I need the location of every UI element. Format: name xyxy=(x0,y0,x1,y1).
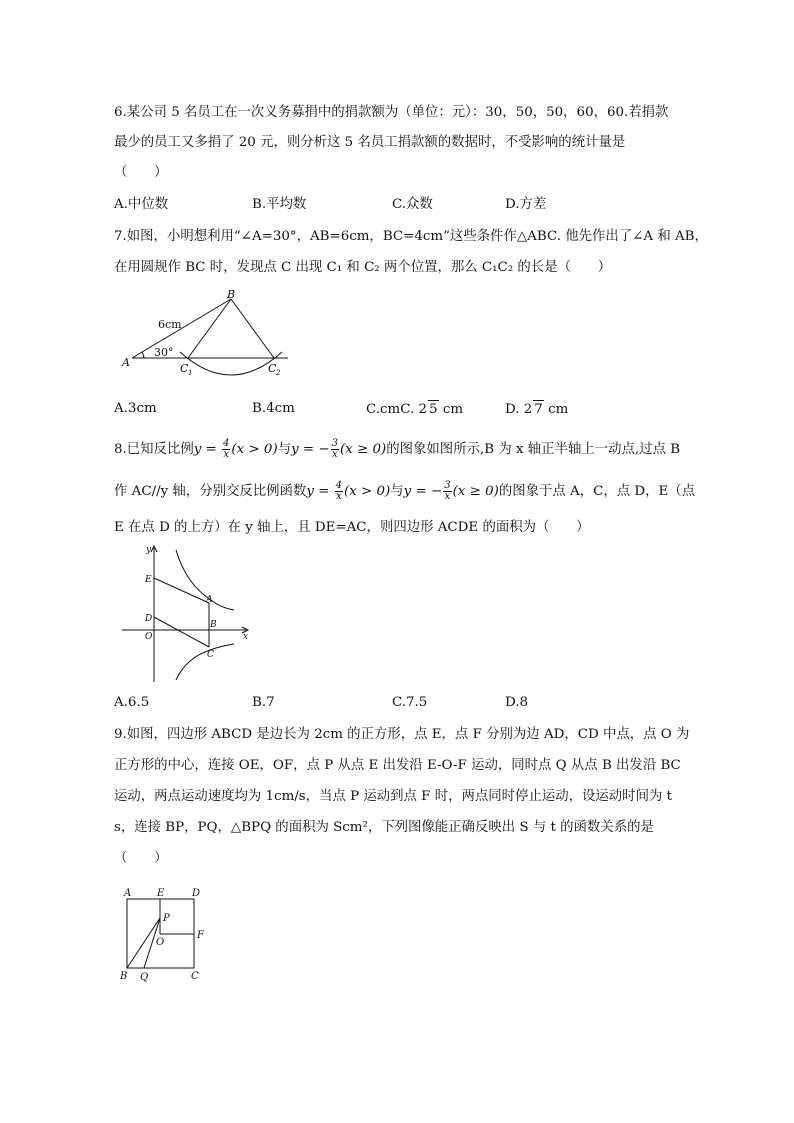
q8-label-o: O xyxy=(145,632,153,642)
q8-option-b: B.7 xyxy=(252,695,275,710)
q8-line1: 8.已知反比例y = $\frac{4}{x}$ (x > 0)与y = − $\frac{3}{x}$ (x ≥ 0)的图象如图所示,B 为 x 轴正半轴上一动点,过点 B xyxy=(114,438,681,460)
q7-line1: 7.如图，小明想利用“∠A=30°，AB=6cm，BC=4cm”这些条件作△ABC. 他先作出了∠A 和 AB， xyxy=(114,229,708,244)
q9-label-d: D xyxy=(192,888,201,899)
q8-label-c: C xyxy=(207,650,214,660)
q7-segment-bc2 xyxy=(231,299,274,358)
q7-option-b: B.4cm xyxy=(252,401,295,416)
q7-line2: 在用圆规作 BC 时，发现点 C 出现 C₁ 和 C₂ 两个位置，那么 C₁C₂ 的长是（ ） xyxy=(114,260,612,275)
q9-line2: 正方形的中心，连接 OE，OF，点 P 从点 E 出发沿 E-O-F 运动，同时点 Q 从点 B 出发沿 BC xyxy=(114,758,681,773)
q9-label-p: P xyxy=(163,913,170,924)
q8-label-d: D xyxy=(145,614,153,624)
q7-label-a: A xyxy=(122,356,130,369)
q6-paren: （ ） xyxy=(114,165,168,180)
q9-line4: s，连接 BP，PQ，△BPQ 的面积为 Scm²，下列图像能正确反映出 S 与 t 的函数关系的是 xyxy=(114,820,654,835)
q6-line1: 6.某公司 5 名员工在一次义务募捐中的捐款额为（单位：元）：30，50，50，60，60.若捐款 xyxy=(114,105,669,120)
q8-curve-lower xyxy=(176,644,234,680)
q6-option-c: C.众数 xyxy=(392,197,433,212)
q9-line3: 运动，两点运动速度均为 1cm/s，当点 P 运动到点 F 时，两点同时停止运动，设运动时间为 t xyxy=(114,789,672,804)
q7-label-c2-sub: 2 xyxy=(276,369,281,377)
q7-label-6cm: 6cm xyxy=(158,318,182,331)
q7-figure xyxy=(118,286,298,386)
q6-line2: 最少的员工又多捐了 20 元，则分析这 5 名员工捐款额的数据时，不受影响的统计量是 xyxy=(114,135,626,150)
q8-line-dc xyxy=(154,617,209,647)
q8-label-b: B xyxy=(210,620,217,630)
q9-paren: （ ） xyxy=(114,851,168,866)
q8-line-ea xyxy=(154,578,209,603)
q9-label-f: F xyxy=(197,930,204,941)
q9-label-a: A xyxy=(124,888,132,899)
q8-label-y: y xyxy=(146,545,152,555)
q8-option-a: A.6.5 xyxy=(114,695,150,710)
q9-label-e: E xyxy=(157,888,165,899)
q8-label-e: E xyxy=(145,575,152,585)
q7-option-d: D. 2 7 cm xyxy=(505,402,569,417)
q7-label-b: B xyxy=(227,288,236,301)
q9-label-b: B xyxy=(120,971,128,982)
q8-label-x: x xyxy=(243,632,249,642)
q9-line1: 9.如图，四边形 ABCD 是边长为 2cm 的正方形，点 E，点 F 分别为边 AD，CD 中点，点 O 为 xyxy=(114,727,690,742)
q7-label-c1-sub: 1 xyxy=(188,369,193,377)
q7-label-c1: C xyxy=(180,362,189,375)
q7-option-c: C.cmC. 2 5 cm xyxy=(366,402,464,417)
q8-figure xyxy=(116,542,256,684)
q6-option-b: B.平均数 xyxy=(252,197,307,212)
q7-label-c2: C xyxy=(268,362,277,375)
q8-line2: 作 AC//y 轴，分别交反比例函数y = $\frac{4}{x}$ (x > 0)与y = − $\frac{3}{x}$ (x ≥ 0)的图象于点 A，C，点 D，E（点 xyxy=(114,480,696,502)
q8-line3: E 在点 D 的上方）在 y 轴上，且 DE=AC，则四边形 ACDE 的面积为（ ） xyxy=(114,520,590,535)
q7-label-30: 30° xyxy=(154,346,174,359)
q7-option-a: A.3cm xyxy=(114,401,157,416)
q8-option-d: D.8 xyxy=(505,695,529,710)
q8-option-c: C.7.5 xyxy=(392,695,428,710)
q9-figure xyxy=(116,884,216,984)
q7-angle-arc xyxy=(142,352,144,358)
q7-segment-bc1 xyxy=(188,299,231,358)
q8-label-a: A xyxy=(206,595,213,605)
q6-option-a: A.中位数 xyxy=(114,197,169,212)
q6-option-d: D.方差 xyxy=(505,197,547,212)
q9-label-o: O xyxy=(156,937,165,948)
q9-label-c: C xyxy=(191,971,199,982)
q9-label-q: Q xyxy=(140,972,149,983)
q7-compass-arc xyxy=(180,352,282,375)
